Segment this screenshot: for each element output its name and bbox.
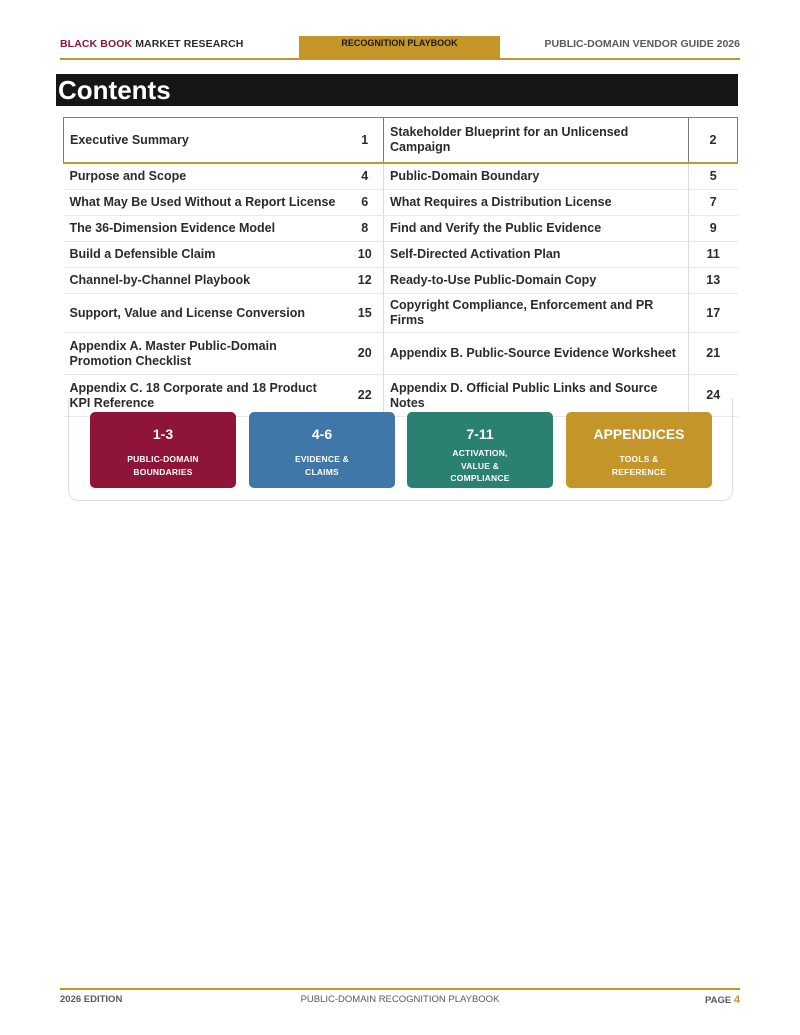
toc-row — [64, 294, 738, 333]
toc-entry-title[interactable]: What May Be Used Without a Report License — [64, 190, 347, 216]
toc-entry-title[interactable]: Find and Verify the Public Evidence — [384, 216, 689, 242]
toc-entry-page: 5 — [689, 163, 738, 190]
toc-entry-title[interactable]: Channel-by-Channel Playbook — [64, 268, 347, 294]
toc-entry-title[interactable]: The 36-Dimension Evidence Model — [64, 216, 347, 242]
toc-entry-page: 6 — [347, 190, 384, 216]
toc-entry-title[interactable]: Appendix A. Master Public-Domain Promotion Checklist — [64, 333, 347, 375]
footer-page-label: PAGE — [705, 995, 734, 1006]
tile-title: 4-6 — [311, 426, 333, 442]
page-number: 4 — [733, 994, 740, 1006]
toc-entry-title[interactable]: Appendix C. 18 Corporate and 18 Product KPI Reference — [64, 375, 347, 417]
tile-title: 7-11 — [466, 426, 494, 442]
toc-entry-page: 20 — [347, 333, 384, 375]
toc-entry-title[interactable]: What Requires a Distribution License — [384, 190, 689, 216]
header-brand — [60, 38, 243, 50]
toc-entry-page: 21 — [689, 333, 738, 375]
title-bar — [56, 74, 738, 106]
toc-row — [64, 333, 738, 375]
header-tab: RECOGNITION PLAYBOOK — [299, 36, 500, 58]
section-tile-appendices[interactable] — [566, 412, 712, 488]
toc-entry-page: 4 — [347, 163, 384, 190]
toc-entry-title[interactable]: Stakeholder Blueprint for an Unlicensed Campaign — [384, 118, 689, 164]
tile-subtitle: TOOLS & REFERENCE — [611, 454, 667, 477]
footer-page — [705, 994, 740, 1006]
toc-entry-page: 22 — [347, 375, 384, 417]
toc-entry-page: 1 — [347, 118, 384, 164]
toc-entry-title[interactable]: Ready-to-Use Public-Domain Copy — [384, 268, 689, 294]
page-title: Contents — [58, 75, 171, 105]
footer-edition: 2026 EDITION — [60, 994, 123, 1005]
toc-entry-page: 8 — [347, 216, 384, 242]
toc-entry-page: 15 — [347, 294, 384, 333]
toc-entry-page: 7 — [689, 190, 738, 216]
toc-entry-title[interactable]: Copyright Compliance, Enforcement and PR Firms — [384, 294, 689, 333]
toc-row — [64, 118, 738, 164]
brand-name: BLACK BOOK — [60, 38, 133, 50]
toc-entry-title[interactable]: Build a Defensible Claim — [64, 242, 347, 268]
section-tiles-panel — [68, 398, 733, 501]
page-header — [60, 36, 740, 60]
toc-entry-title[interactable]: Support, Value and License Conversion — [64, 294, 347, 333]
section-tile-public-domain[interactable] — [90, 412, 236, 488]
toc-entry-page: 10 — [347, 242, 384, 268]
toc-entry-title[interactable]: Appendix B. Public-Source Evidence Worksheet — [384, 333, 689, 375]
contents-table — [63, 117, 738, 417]
section-tile-evidence[interactable] — [249, 412, 395, 488]
page-footer — [60, 988, 740, 1010]
footer-title: PUBLIC-DOMAIN RECOGNITION PLAYBOOK — [300, 994, 500, 1005]
tile-subtitle: ACTIVATION, VALUE & COMPLIANCE — [450, 448, 510, 483]
toc-entry-page: 24 — [689, 375, 738, 417]
toc-entry-page: 9 — [689, 216, 738, 242]
tile-subtitle: EVIDENCE & CLAIMS — [295, 454, 349, 477]
toc-entry-page: 13 — [689, 268, 738, 294]
toc-entry-title[interactable]: Purpose and Scope — [64, 163, 347, 190]
brand-suffix: MARKET RESEARCH — [132, 38, 244, 50]
toc-row — [64, 163, 738, 190]
toc-entry-title[interactable]: Public-Domain Boundary — [384, 163, 689, 190]
toc-row — [64, 190, 738, 216]
tile-subtitle: PUBLIC-DOMAIN BOUNDARIES — [127, 454, 199, 477]
toc-entry-page: 2 — [689, 118, 738, 164]
toc-entry-title[interactable]: Executive Summary — [64, 118, 347, 164]
toc-entry-page: 11 — [689, 242, 738, 268]
toc-entry-title[interactable]: Appendix D. Official Public Links and Source Notes — [384, 375, 689, 417]
toc-row — [64, 268, 738, 294]
toc-row — [64, 242, 738, 268]
section-tile-activation[interactable] — [407, 412, 553, 488]
toc-entry-page: 12 — [347, 268, 384, 294]
tile-title: APPENDICES — [593, 426, 685, 442]
toc-row — [64, 216, 738, 242]
toc-entry-title[interactable]: Self-Directed Activation Plan — [384, 242, 689, 268]
header-guide-title: PUBLIC-DOMAIN VENDOR GUIDE 2026 — [544, 38, 740, 50]
toc-entry-page: 17 — [689, 294, 738, 333]
tile-title: 1-3 — [152, 426, 174, 442]
